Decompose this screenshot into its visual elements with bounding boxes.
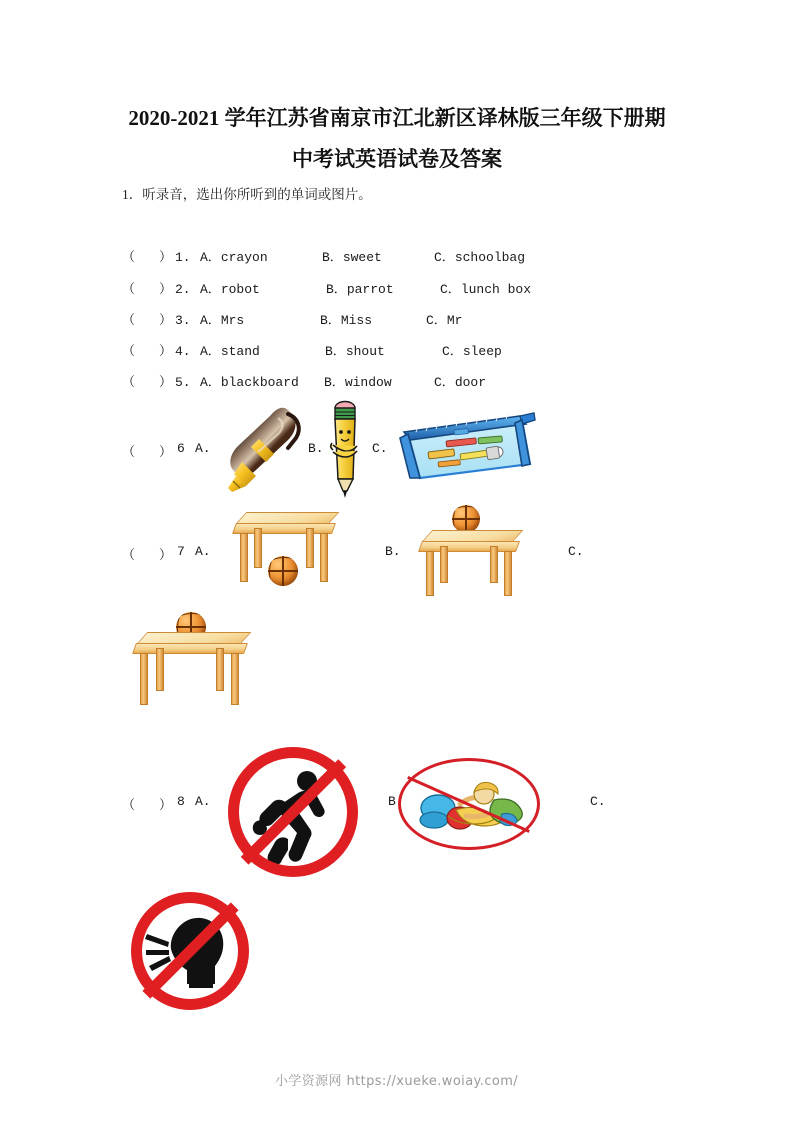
answer-paren-close: ） — [159, 344, 173, 359]
question-number: 2. — [175, 282, 191, 297]
ball-on-table-figure — [134, 612, 254, 707]
option-a-label: A. — [195, 441, 211, 456]
question-number: 8 — [177, 794, 185, 809]
question-number: 6 — [177, 441, 185, 456]
table-icon — [134, 640, 246, 706]
option-a: A．blackboard — [200, 375, 299, 390]
question-number: 7 — [177, 544, 185, 559]
option-b: B．sweet — [322, 250, 382, 265]
option-a-label: A. — [195, 544, 211, 559]
option-c: C．lunch box — [440, 282, 532, 297]
fountain-pen-icon — [218, 400, 314, 495]
option-a: A．Mrs — [200, 313, 245, 328]
option-c-label: C. — [372, 441, 388, 456]
answer-paren-open: （ — [122, 344, 136, 359]
title-line-2: 中考试英语试卷及答案 — [292, 147, 502, 171]
option-c-label: C. — [590, 794, 606, 809]
answer-paren-close: ） — [159, 313, 173, 328]
option-b: B．Miss — [320, 313, 373, 328]
no-running-sign-icon — [228, 747, 358, 877]
no-sleeping-sign-icon — [398, 758, 540, 850]
ball-under-table-figure — [228, 520, 340, 592]
option-b-label: B. — [308, 441, 324, 456]
option-c: C．schoolbag — [434, 250, 526, 265]
option-a: A．robot — [200, 282, 260, 297]
answer-paren-close: ） — [159, 445, 173, 460]
answer-paren-open: （ — [122, 313, 136, 328]
option-a-label: A. — [195, 794, 211, 809]
answer-paren-close: ） — [159, 798, 173, 813]
option-b-label: B. — [388, 794, 404, 809]
answer-paren-open: （ — [122, 282, 136, 297]
basketball-icon — [268, 556, 298, 586]
answer-paren-open: （ — [122, 250, 136, 265]
question-number: 4. — [175, 344, 191, 359]
answer-paren-open: （ — [122, 548, 136, 563]
basketball-icon — [452, 505, 480, 533]
footer-watermark — [0, 1070, 793, 1089]
footer-url: https://xueke.woiay.com/ — [346, 1074, 519, 1089]
answer-paren-close: ） — [159, 548, 173, 563]
section-instruction: 1．听录音，选出你所听到的单词或图片。 — [122, 187, 372, 202]
answer-paren-open: （ — [122, 445, 136, 460]
option-c: C．door — [434, 375, 487, 390]
title-line-1: 2020-2021 学年江苏省南京市江北新区译林版三年级下册期 — [128, 106, 666, 130]
answer-paren-close: ） — [159, 282, 173, 297]
answer-paren-open: （ — [122, 798, 136, 813]
answer-paren-close: ） — [159, 375, 173, 390]
option-a: A．stand — [200, 344, 260, 359]
option-c: C．sleep — [442, 344, 502, 359]
option-c-label: C. — [568, 544, 584, 559]
pencil-case-icon — [394, 408, 536, 486]
page-title — [108, 98, 686, 180]
option-b: B．shout — [325, 344, 385, 359]
footer-site-name: 小学资源网 — [274, 1074, 342, 1089]
no-shouting-sign-icon — [131, 892, 249, 1010]
question-number: 5. — [175, 375, 191, 390]
option-b-label: B. — [385, 544, 401, 559]
option-c: C．Mr — [426, 313, 463, 328]
option-b: B．parrot — [326, 282, 394, 297]
question-number: 3. — [175, 313, 191, 328]
table-icon — [420, 538, 518, 595]
cartoon-pencil-icon — [320, 399, 370, 499]
option-a: A．crayon — [200, 250, 268, 265]
question-number: 1. — [175, 250, 191, 265]
option-b: B．window — [324, 375, 392, 390]
answer-paren-open: （ — [122, 375, 136, 390]
answer-paren-close: ） — [159, 250, 173, 265]
ball-above-table-figure — [420, 505, 525, 595]
